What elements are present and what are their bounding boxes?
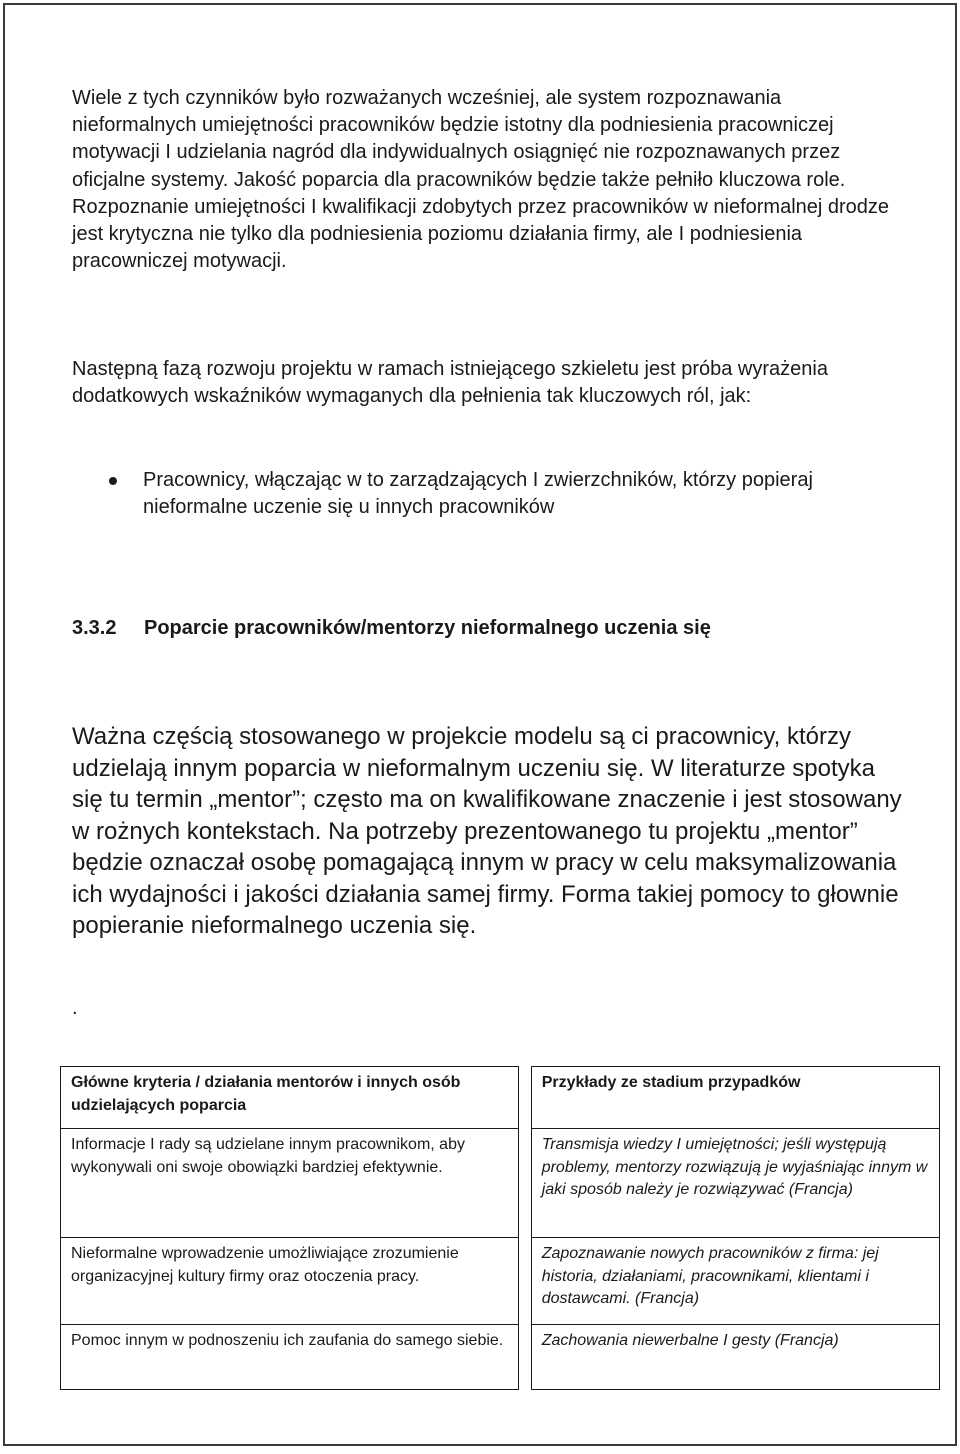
bullet-icon <box>109 477 117 485</box>
section-number: 3.3.2 <box>72 617 117 639</box>
section-heading <box>72 617 932 640</box>
table-cell-criterion: Pomoc innym w podnoszeniu ich zaufania do samego siebie. <box>61 1325 519 1390</box>
table-row <box>61 1129 940 1238</box>
section-title: Poparcie pracowników/mentorzy nieformalnego uczenia się <box>144 617 711 639</box>
criteria-table <box>60 1066 940 1390</box>
table-cell-criterion: Nieformalne wprowadzenie umożliwiające zrozumienie organizacyjnej kultury firmy oraz otoczenia pracy. <box>61 1238 519 1325</box>
bullet-item <box>105 467 895 521</box>
table-header-criteria: Główne kryteria / działania mentorów i innych osób udzielających poparcia <box>61 1067 519 1129</box>
paragraph-mentor: Ważna częścią stosowanego w projekcie modelu są ci pracownicy, którzy udzielają innym poparcia w nieformalnym uczeniu się. W literaturze spotyka się tu termin „mentor”; często ma on kwalifikowane znaczenie i jest stosowany w rożnych kontekstach. Na potrzeby prezentowanego tu projektu „mentor” będzie oznaczał osobę pomagającą innym w pracy w celu maksymalizowania ich wydajności i jakości działania samej firmy. Forma takiej pomocy to głownie popieranie nieformalnego uczenia się. <box>72 723 902 939</box>
table-cell-criterion: Informacje I rady są udzielane innym pracownikom, aby wykonywali oni swoje obowiązki bardziej efektywnie. <box>61 1129 519 1238</box>
table-row <box>61 1325 940 1390</box>
table-header-row <box>61 1067 940 1129</box>
table-cell-example: Zapoznawanie nowych pracowników z firma: jej historia, działaniami, pracownikami, klientami i dostawcami. (Francja) <box>531 1238 939 1325</box>
bullet-text: Pracownicy, włączając w to zarządzających I zwierzchników, którzy popieraj nieformalne uczenie się u innych pracowników <box>143 469 813 519</box>
table-header-examples: Przykłady ze stadium przypadków <box>531 1067 939 1129</box>
table-cell-example: Transmisja wiedzy I umiejętności; jeśli występują problemy, mentorzy rozwiązują je wyjaśniając innym w jaki sposób należy je rozwiązywać (Francja) <box>531 1129 939 1238</box>
document-page <box>3 3 957 1446</box>
stray-dot: . <box>72 997 78 1019</box>
paragraph-next-phase: Następną fazą rozwoju projektu w ramach istniejącego szkieletu jest próba wyrażenia dodatkowych wskaźników wymaganych dla pełnienia tak kluczowych ról, jak: <box>72 358 828 408</box>
paragraph-recognition: Wiele z tych czynników było rozważanych wcześniej, ale system rozpoznawania nieformalnych umiejętności pracowników będzie istotny dla podniesienia pracowniczej motywacji I udzielania nagród dla indywidualnych osiągnięć nie rozpoznawanych przez oficjalne systemy. Jakość poparcia dla pracowników będzie także pełniło kluczowa role. Rozpoznanie umiejętności I kwalifikacji zdobytych przez pracowników w nieformalnej drodze jest krytyczna nie tylko dla podniesienia poziomu działania firmy, ale I podniesienia pracowniczej motywacji. <box>72 87 890 273</box>
bullet-list <box>105 467 895 521</box>
table-cell-example: Zachowania niewerbalne I gesty (Francja) <box>531 1325 939 1390</box>
table-row <box>61 1238 940 1325</box>
